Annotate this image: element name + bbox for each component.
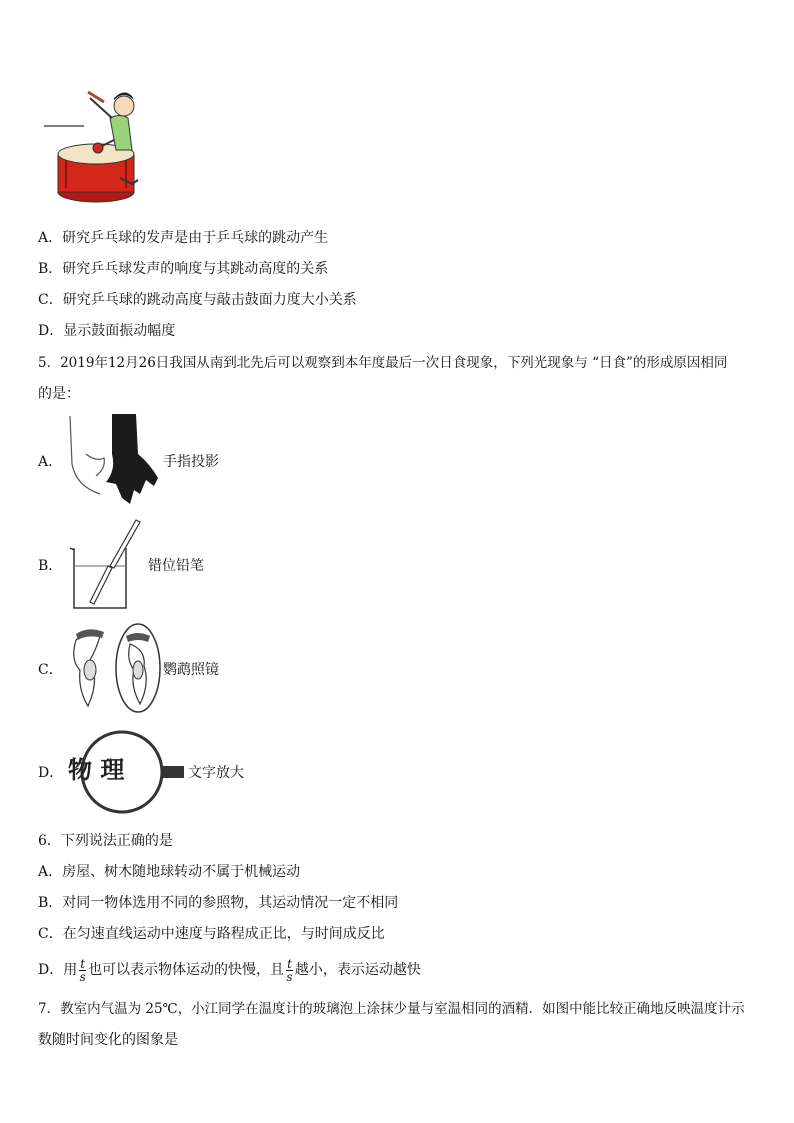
option-q4-d	[38, 321, 175, 341]
magnifier-image	[64, 726, 188, 822]
option-q4-c	[38, 290, 357, 310]
option-q5-b-letter: B．	[38, 558, 63, 574]
question-7-stem-cont: 数随时间变化的图象是	[38, 1032, 178, 1048]
fraction-numerator: t	[80, 956, 86, 971]
option-text: 显示鼓面振动幅度	[63, 323, 176, 339]
option-q5-d-letter: D．	[38, 765, 64, 781]
option-text: 研究乒乓球发声的响度与其跳动高度的关系	[62, 261, 329, 277]
option-q5-a-letter: A．	[38, 454, 63, 470]
option-text: 研究乒乓球的发声是由于乒乓球的跳动产生	[62, 230, 329, 246]
option-text: 对同一物体选用不同的参照物，其运动情况一定不相同	[62, 895, 399, 911]
magnifier-text: 物 理	[68, 756, 125, 784]
drum-boy-illustration	[40, 88, 150, 206]
option-letter: D．	[38, 323, 64, 339]
option-text-pre: 用	[63, 962, 78, 978]
option-q5-c-caption: 鹦鹉照镜	[163, 662, 219, 678]
option-letter: C．	[38, 926, 63, 942]
option-letter: A．	[38, 230, 63, 246]
option-q4-b	[38, 259, 328, 279]
option-q4-a	[38, 228, 328, 248]
option-q5-a-caption: 手指投影	[163, 454, 219, 470]
option-letter: B．	[38, 895, 63, 911]
option-q5-d-caption: 文字放大	[188, 765, 244, 781]
fraction-denominator: s	[79, 969, 86, 984]
option-letter: B．	[38, 261, 63, 277]
parrot-mirror-image	[66, 620, 164, 714]
pencil-beaker-image	[66, 518, 146, 614]
question-5-stem: 5．2019年12月26日我国从南到北先后可以观察到本年度最后一次日食现象，下列光现象与 “日食”的形成原因相同	[38, 355, 728, 371]
question-7-stem: 7．教室内气温为 25℃，小江同学在温度计的玻璃泡上涂抹少量与室温相同的酒精．如图中能比较正确地反映温度计示	[38, 1001, 745, 1017]
option-text: 研究乒乓球的跳动高度与敲击鼓面力度大小关系	[62, 292, 357, 308]
option-letter: D．	[38, 962, 64, 978]
option-text: 房屋、树木随地球转动不属于机械运动	[62, 864, 301, 880]
option-q5-c-letter: C．	[38, 662, 63, 678]
question-5-stem-cont: 的是：	[38, 386, 80, 402]
fraction-denominator: s	[286, 969, 293, 984]
option-q6-a	[38, 862, 300, 882]
fraction-t-over-s	[79, 958, 86, 983]
option-letter: A．	[38, 864, 63, 880]
option-text-mid: 也可以表示物体运动的快慢，且	[88, 962, 285, 978]
option-q6-d	[38, 953, 421, 987]
fraction-t-over-s	[286, 958, 293, 983]
fraction-numerator: t	[287, 956, 292, 971]
option-q6-b	[38, 893, 398, 913]
option-letter: C．	[38, 292, 63, 308]
option-q5-b-caption: 错位铅笔	[148, 558, 204, 574]
question-6-stem: 6．下列说法正确的是	[38, 833, 173, 849]
option-text: 在匀速直线运动中速度与路程成正比，与时间成反比	[62, 926, 385, 942]
option-q6-c	[38, 924, 385, 944]
hand-shadow-image	[66, 414, 162, 510]
option-text-post: 越小，表示运动越快	[294, 962, 421, 978]
